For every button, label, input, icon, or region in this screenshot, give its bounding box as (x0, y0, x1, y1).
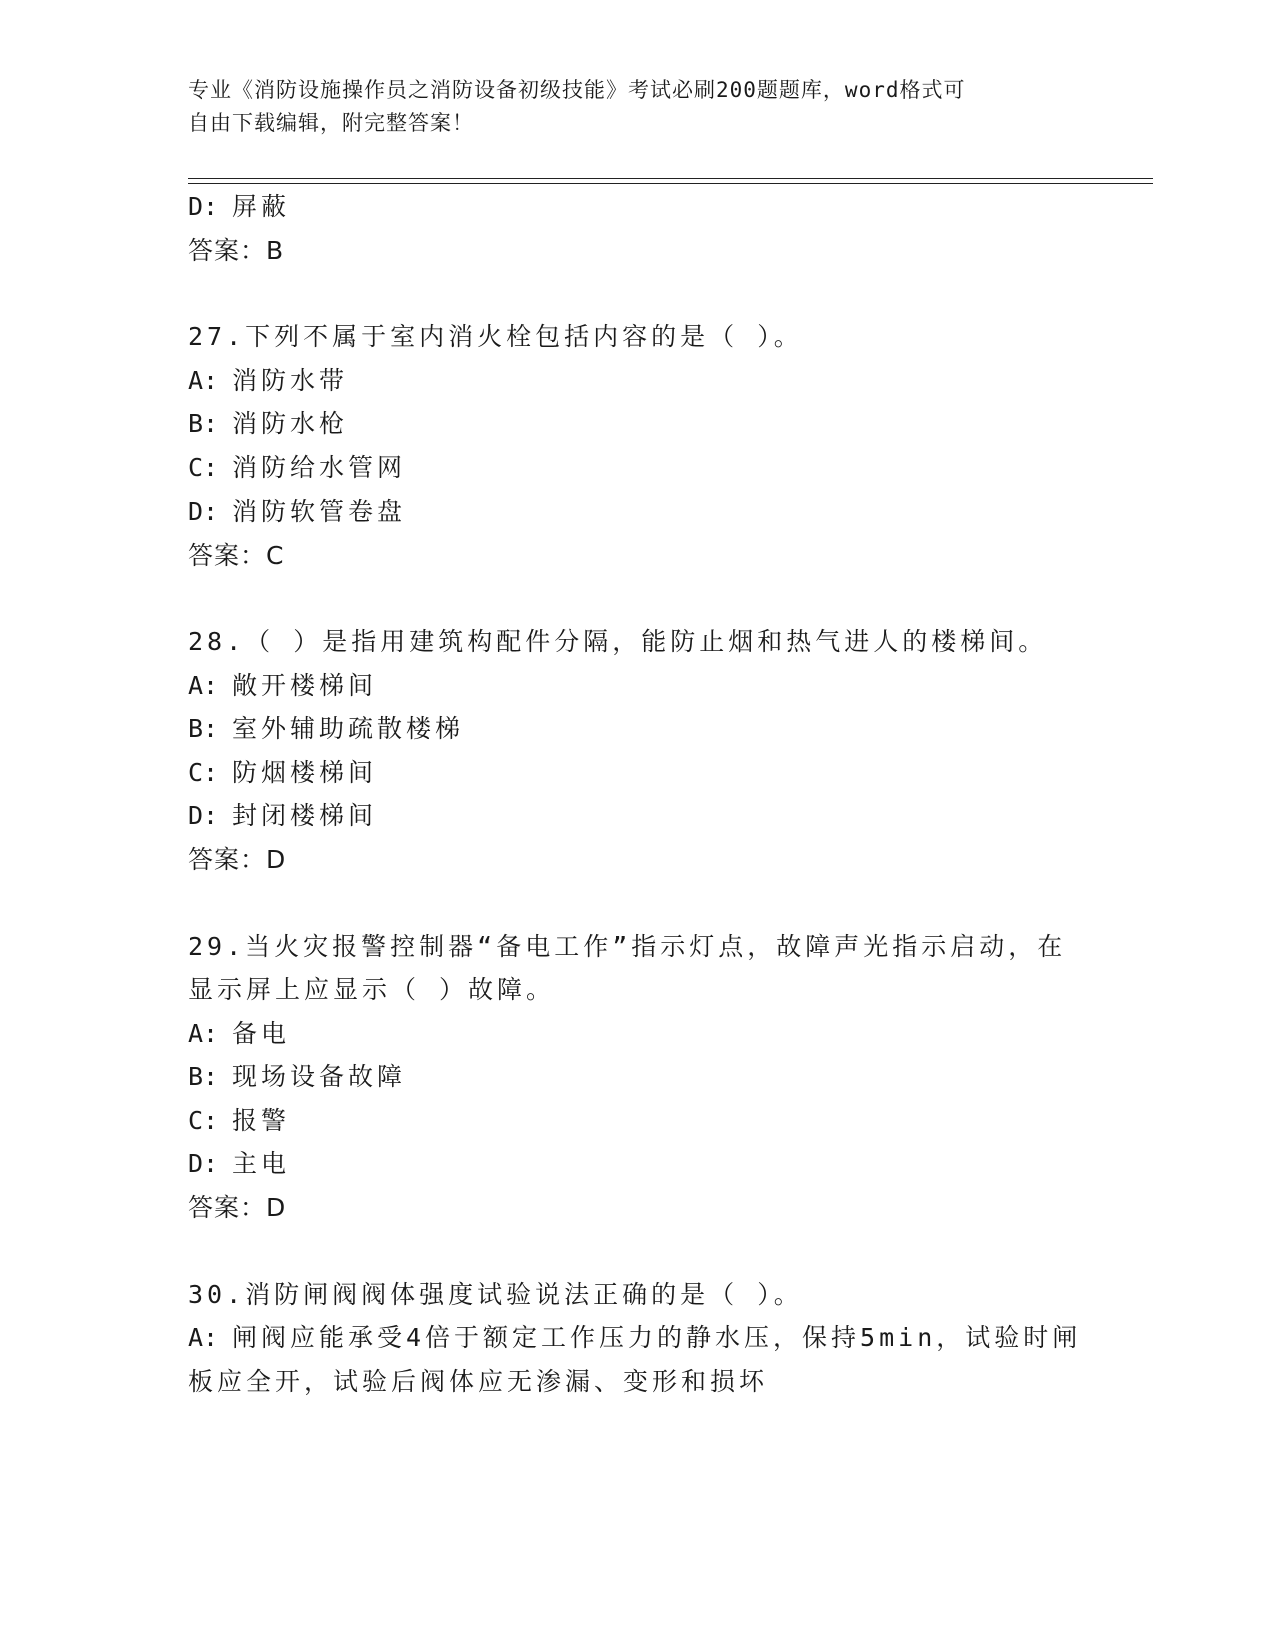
option-label: B: (188, 714, 219, 743)
question-30-option-a-line-1 (188, 1322, 1081, 1354)
option-label: D: (188, 192, 219, 221)
question-27-answer: 答案：C (188, 541, 285, 570)
question-29-option-b (188, 1061, 406, 1093)
option-label: A: (188, 1323, 219, 1352)
prev-option-d (188, 191, 290, 223)
option-text: 闸阀应能承受4倍于额定工作压力的静水压，保持5min，试验时闸 (232, 1323, 1082, 1352)
option-text: 防烟楼梯间 (232, 758, 378, 787)
question-29-option-c (188, 1105, 290, 1137)
option-text: 现场设备故障 (232, 1062, 407, 1091)
option-text: 报警 (232, 1106, 291, 1135)
question-27-stem: 27.下列不属于室内消火栓包括内容的是（ ）。 (188, 322, 803, 351)
option-text: 封闭楼梯间 (232, 801, 378, 830)
header-rule-bottom (188, 183, 1153, 184)
option-label: A: (188, 671, 219, 700)
option-label: C: (188, 453, 219, 482)
question-27-option-c (188, 452, 406, 484)
option-text: 消防给水管网 (232, 453, 407, 482)
option-label: A: (188, 366, 219, 395)
prev-answer: 答案：B (188, 236, 285, 265)
option-label: B: (188, 409, 219, 438)
option-label: A: (188, 1019, 219, 1048)
question-29-stem-line-2: 显示屏上应显示（ ）故障。 (188, 975, 556, 1004)
question-28-answer: 答案：D (188, 845, 287, 874)
option-text: 消防水带 (232, 366, 349, 395)
question-27-option-b (188, 408, 348, 440)
option-text: 消防水枪 (232, 409, 349, 438)
header-line-2: 自由下载编辑，附完整答案！ (188, 111, 474, 135)
header-line-1: 专业《消防设施操作员之消防设备初级技能》考试必刷200题题库，word格式可 (188, 78, 966, 102)
option-label: D: (188, 497, 219, 526)
question-29-option-d (188, 1148, 290, 1180)
question-28-stem: 28.（ ）是指用建筑构配件分隔，能防止烟和热气进人的楼梯间。 (188, 627, 1048, 656)
option-label: B: (188, 1062, 219, 1091)
header-rule-top (188, 178, 1153, 179)
option-text: 消防软管卷盘 (232, 497, 407, 526)
option-label: C: (188, 1106, 219, 1135)
option-text: 屏蔽 (232, 192, 291, 221)
document-header (188, 74, 1068, 140)
question-27-option-a (188, 365, 348, 397)
option-text: 备电 (232, 1019, 291, 1048)
option-text: 主电 (232, 1149, 291, 1178)
question-28-option-d (188, 800, 377, 832)
question-29-answer: 答案：D (188, 1193, 287, 1222)
question-29-option-a (188, 1018, 290, 1050)
option-label: D: (188, 801, 219, 830)
option-label: D: (188, 1149, 219, 1178)
question-30-stem: 30.消防闸阀阀体强度试验说法正确的是（ ）。 (188, 1280, 803, 1309)
question-28-option-b (188, 713, 464, 745)
question-27-option-d (188, 496, 406, 528)
question-28-option-c (188, 757, 377, 789)
option-text: 敞开楼梯间 (232, 671, 378, 700)
option-label: C: (188, 758, 219, 787)
question-29-stem-line-1: 29.当火灾报警控制器“备电工作”指示灯点，故障声光指示启动，在 (188, 932, 1067, 961)
question-28-option-a (188, 670, 377, 702)
question-30-option-a-line-2: 板应全开，试验后阀体应无渗漏、变形和损坏 (188, 1367, 769, 1396)
option-text: 室外辅助疏散楼梯 (232, 714, 465, 743)
